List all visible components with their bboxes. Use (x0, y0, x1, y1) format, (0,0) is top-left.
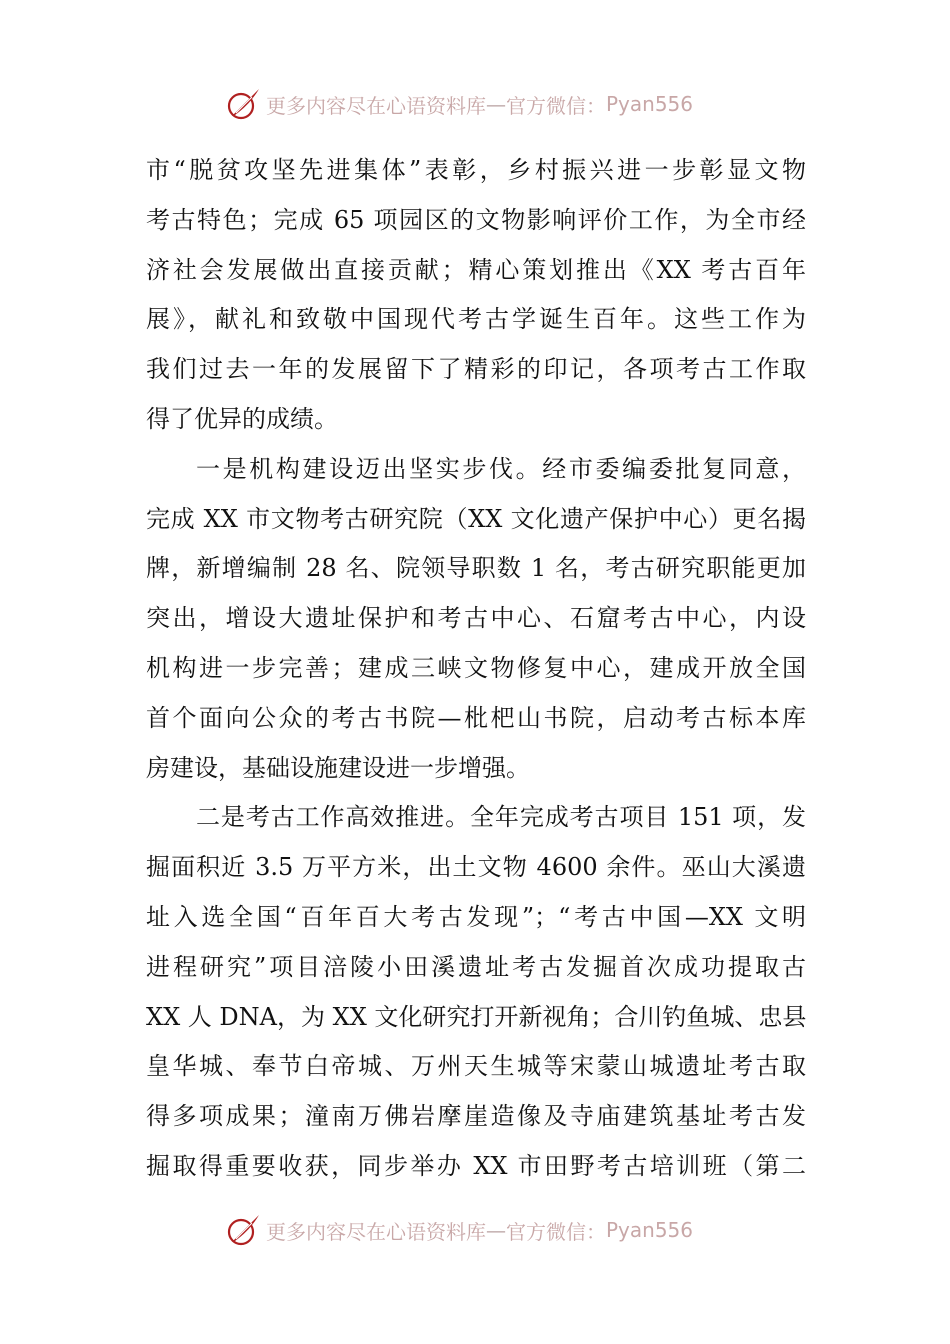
paragraph-heading-line: 一是机构建设迈出坚实步伐。经市委编委批复同意， (196, 454, 806, 483)
body-line: 市“脱贫攻坚先进集体”表彰，乡村振兴进一步彰显文物 (146, 156, 806, 184)
footer-banner-wechat-id: Pyan556 (606, 1218, 694, 1242)
body-line: 掘面积近 3.5 万平方米，出土文物 4600 余件。巫山大溪遗 (146, 853, 806, 882)
body-line: 考古特色；完成 65 项园区的文物影响评价工作，为全市经 (146, 205, 806, 234)
document-body (146, 146, 806, 1192)
header-watermark-banner (226, 84, 726, 124)
footer-banner-wechat-label: 官方微信： (506, 1219, 606, 1244)
header-banner-separator: — (486, 92, 506, 116)
body-line: 牌，新增编制 28 名、院领导职数 1 名，考古研究职能更加 (146, 554, 806, 583)
quill-logo-icon (226, 1212, 262, 1248)
body-line: 首个面向公众的考古书院—枇杷山书院，启动考古标本库 (146, 703, 806, 732)
body-line: 机构进一步完善；建成三峡文物修复中心，建成开放全国 (146, 653, 806, 682)
body-line: XX 人 DNA，为 XX 文化研究打开新视角；合川钓鱼城、忠县 (146, 1002, 806, 1031)
body-line: 皇华城、奉节白帝城、万州天生城等宋蒙山城遗址考古取 (146, 1052, 806, 1081)
header-banner-text: 更多内容尽在心语资料库 (266, 93, 486, 118)
body-line: 得了优异的成绩。 (146, 404, 338, 433)
footer-watermark-banner (226, 1210, 726, 1250)
body-line: 突出，增设大遗址保护和考古中心、石窟考古中心，内设 (146, 604, 806, 633)
body-line: 进程研究”项目涪陵小田溪遗址考古发掘首次成功提取古 (146, 952, 806, 981)
quill-logo-icon (226, 86, 262, 122)
body-line: 展》，献礼和致敬中国现代考古学诞生百年。这些工作为 (146, 305, 806, 334)
body-line: 济社会发展做出直接贡献；精心策划推出《XX 考古百年 (146, 255, 806, 284)
body-line: 房建设，基础设施建设进一步增强。 (146, 753, 530, 782)
footer-banner-text: 更多内容尽在心语资料库 (266, 1219, 486, 1244)
body-line: 得多项成果；潼南万佛岩摩崖造像及寺庙建筑基址考古发 (146, 1102, 806, 1131)
body-line: 完成 XX 市文物考古研究院（XX 文化遗产保护中心）更名揭 (146, 504, 806, 533)
paragraph-heading-line: 二是考古工作高效推进。全年完成考古项目 151 项，发 (196, 803, 806, 832)
footer-banner-separator: — (486, 1218, 506, 1242)
body-line: 址入选全国“百年百大考古发现”；“考古中国—XX 文明 (146, 902, 806, 931)
header-banner-wechat-id: Pyan556 (606, 92, 694, 116)
body-line: 掘取得重要收获，同步举办 XX 市田野考古培训班（第二 (146, 1151, 806, 1180)
header-banner-wechat-label: 官方微信： (506, 93, 606, 118)
body-line: 我们过去一年的发展留下了精彩的印记，各项考古工作取 (146, 355, 806, 384)
